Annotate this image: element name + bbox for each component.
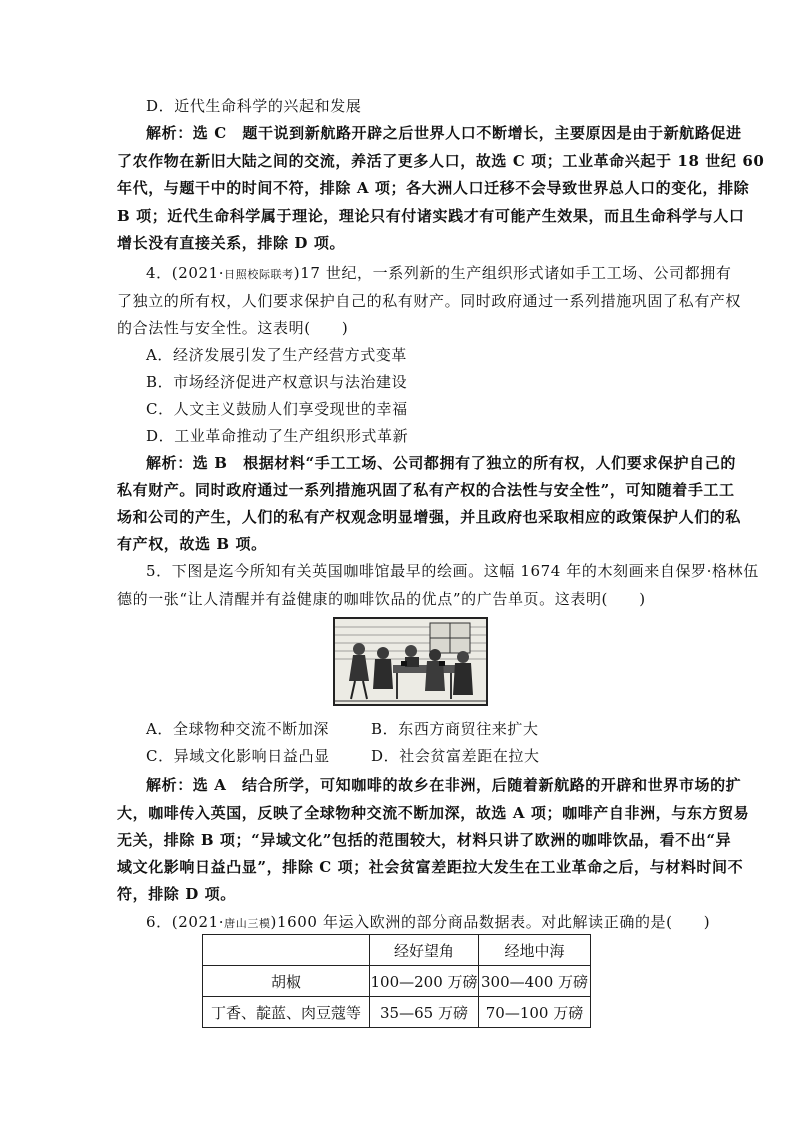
q3-analysis-line: B 项；近代生命科学属于理论，理论只有付诸实践才有可能产生效果，而且生命科学与人口 [117,207,745,225]
table-header-cell: 经好望角 [370,935,479,966]
q4-option-a: A．经济发展引发了生产经营方式变革 [146,346,408,364]
table-cell: 300—400 万磅 [479,966,591,997]
q6-stem-text: )1600 年运入欧洲的部分商品数据表。对此解读正确的是( ) [270,913,711,931]
q5-option-a: A．全球物种交流不断加深 [146,720,330,738]
q5-analysis-line: 符，排除 D 项。 [117,885,236,903]
table-cell: 70—100 万磅 [479,997,591,1028]
q3-option-d: D．近代生命科学的兴起和发展 [146,97,362,115]
q4-analysis-line: 场和公司的产生，人们的私有产权观念明显增强，并且政府也采取相应的政策保护人们的私 [117,508,742,526]
q6-number: 6．(2021· [146,913,225,931]
q5-analysis-line: 无关，排除 B 项；“异域文化”包括的范围较大，材料只讲了欧洲的咖啡饮品，看不出“异 [117,831,732,849]
q4-stem-line: 了独立的所有权，人们要求保护自己的私有财产。同时政府通过一系列措施巩固了私有产权 [117,292,742,310]
q5-option-d: D．社会贫富差距在拉大 [371,747,540,765]
coffeehouse-woodcut-image [333,617,488,706]
table-header-row [203,935,591,966]
table-cell: 35—65 万磅 [370,997,479,1028]
q6-source: 唐山三模 [224,917,271,930]
q5-analysis-line: 解析：选 A 结合所学，可知咖啡的故乡在非洲，后随着新航路的开辟和世界市场的扩 [146,776,742,794]
q4-stem-text: )17 世纪，一系列新的生产组织形式诸如手工工场、公司都拥有 [293,264,732,282]
q4-option-b: B．市场经济促进产权意识与法治建设 [146,373,408,391]
q4-source: 日照校际联考 [224,268,294,281]
table-header-cell [203,935,370,966]
table-row [203,966,591,997]
q3-analysis-line: 了农作物在新旧大陆之间的交流，养活了更多人口，故选 C 项；工业革命兴起于 18 世纪 60 [117,152,765,170]
q4-option-d: D．工业革命推动了生产组织形式革新 [146,427,409,445]
table-cell: 丁香、靛蓝、肉豆蔻等 [203,997,370,1028]
q4-number: 4．(2021· [146,264,225,282]
q5-option-b: B．东西方商贸往来扩大 [371,720,539,738]
q5-analysis-line: 大，咖啡传入英国，反映了全球物种交流不断加深，故选 A 项；咖啡产自非洲，与东方贸易 [117,804,750,822]
table-header-cell: 经地中海 [479,935,591,966]
q5-stem-line: 5．下图是迄今所知有关英国咖啡馆最早的绘画。这幅 1674 年的木刻画来自保罗·格林伍 [146,562,759,580]
q5-option-c: C．异域文化影响日益凸显 [146,747,330,765]
q5-stem-line: 德的一张“让人清醒并有益健康的咖啡饮品的优点”的广告单页。这表明( ) [117,590,646,608]
q4-option-c: C．人文主义鼓励人们享受现世的幸福 [146,400,408,418]
table-row [203,997,591,1028]
woodcut-illustration [335,619,486,704]
q5-analysis-line: 域文化影响日益凸显”，排除 C 项；社会贫富差距拉大发生在工业革命之后，与材料时间不 [117,858,744,876]
q3-analysis-line: 年代，与题干中的时间不符，排除 A 项；各大洲人口迁移不会导致世界总人口的变化，排除 [117,179,750,197]
q4-analysis-line: 私有财产。同时政府通过一系列措施巩固了私有产权的合法性与安全性”，可知随着手工工 [117,481,735,499]
q4-analysis-line: 解析：选 B 根据材料“手工工场、公司都拥有了独立的所有权，人们要求保护自己的 [146,454,736,472]
table-cell: 100—200 万磅 [370,966,479,997]
q4-stem-line [146,263,731,285]
table-cell: 胡椒 [203,966,370,997]
goods-data-table [202,934,591,1028]
q3-analysis-line: 增长没有直接关系，排除 D 项。 [117,234,346,252]
q4-stem-line: 的合法性与安全性。这表明( ) [117,319,349,337]
q6-stem-line [146,912,710,934]
q4-analysis-line: 有产权，故选 B 项。 [117,535,267,553]
q3-analysis-line: 解析：选 C 题干说到新航路开辟之后世界人口不断增长，主要原因是由于新航路促进 [146,124,742,142]
